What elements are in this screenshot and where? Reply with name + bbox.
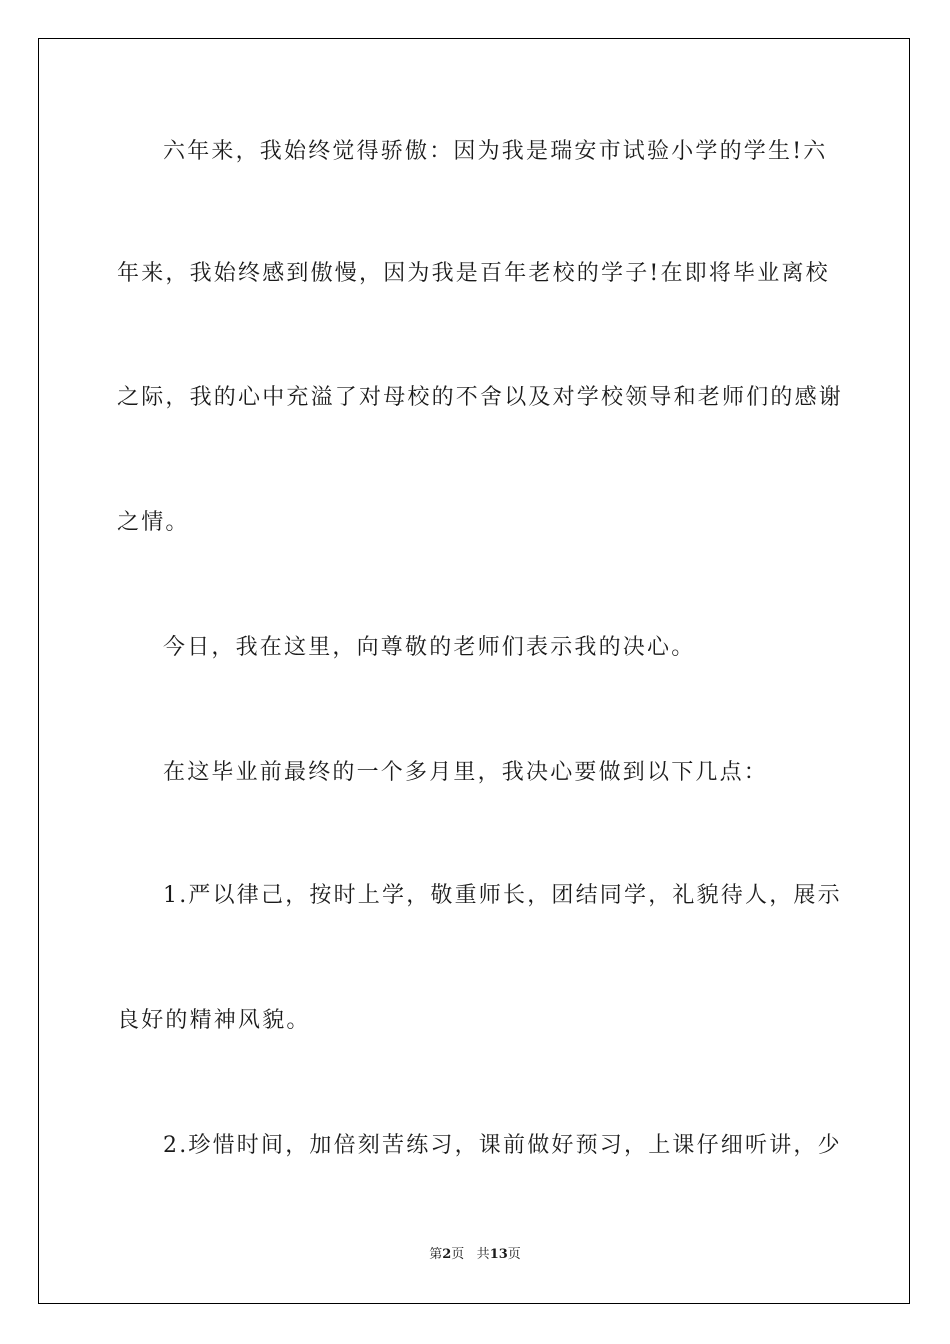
footer-total-pages: 13 xyxy=(489,1247,508,1262)
list-item-line: 1.严以律己，按时上学，敬重师长，团结同学，礼貌待人，展示 xyxy=(163,883,842,908)
paragraph-line: 之际，我的心中充溢了对母校的不舍以及对学校领导和老师们的感谢 xyxy=(117,385,844,410)
paragraph-line: 六年来，我始终觉得骄傲：因为我是瑞安市试验小学的学生!六 xyxy=(163,139,828,164)
list-item-line: 良好的精神风貌。 xyxy=(117,1008,311,1033)
paragraph-line: 之情。 xyxy=(117,510,190,535)
footer-page-suffix: 页 xyxy=(451,1247,465,1262)
footer-page-prefix: 第 xyxy=(429,1247,443,1262)
footer-page-number: 2 xyxy=(442,1247,452,1262)
paragraph-line: 在这毕业前最终的一个多月里，我决心要做到以下几点： xyxy=(163,760,769,785)
list-item-line: 2.珍惜时间，加倍刻苦练习，课前做好预习，上课仔细听讲，少 xyxy=(163,1133,842,1158)
paragraph-line: 今日，我在这里，向尊敬的老师们表示我的决心。 xyxy=(163,635,696,660)
page-footer xyxy=(0,1246,950,1264)
footer-total-suffix: 页 xyxy=(507,1247,521,1262)
paragraph-line: 年来，我始终感到傲慢，因为我是百年老校的学子!在即将毕业离校 xyxy=(117,261,830,286)
page-border xyxy=(38,38,910,1304)
footer-total-prefix: 共 xyxy=(476,1247,490,1262)
